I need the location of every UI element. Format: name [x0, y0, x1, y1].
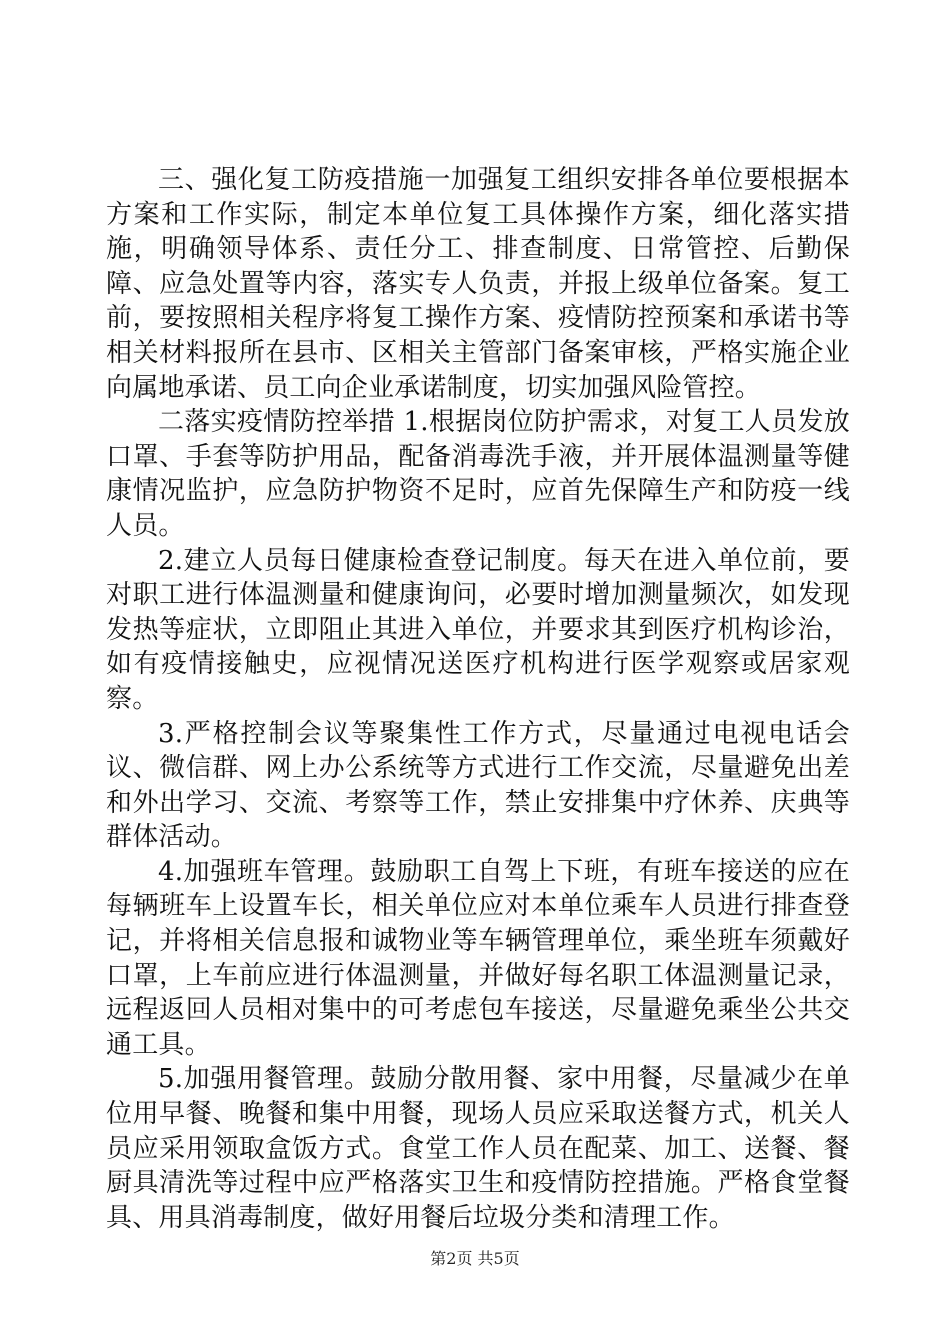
paragraph-epidemic-control: 二落实疫情防控举措 1.根据岗位防护需求，对复工人员发放口罩、手套等防护用品，配备消毒洗手液，并开展体温测量等健康情况监护，应急防护物资不足时，应首先保障生产和防疫一线人员。: [106, 407, 850, 541]
document-body: [106, 163, 850, 1235]
paragraph-health-check: 2.建立人员每日健康检查登记制度。每天在进入单位前，要对职工进行体温测量和健康询问，必要时增加测量频次，如发现发热等症状，立即阻止其进入单位，并要求其到医疗机构诊治，如有疫情接触史，应视情况送医疗机构进行医学观察或居家观察。: [106, 545, 850, 714]
paragraph-meeting-control: 3.严格控制会议等聚集性工作方式，尽量通过电视电话会议、微信群、网上办公系统等方式进行工作交流，尽量避免出差和外出学习、交流、考察等工作，禁止安排集中疗休养、庆典等群体活动。: [106, 718, 850, 853]
paragraph-measures-heading: 三、强化复工防疫措施一加强复工组织安排各单位要根据本方案和工作实际，制定本单位复工具体操作方案，细化落实措施，明确领导体系、责任分工、排查制度、日常管控、后勤保障、应急处置等内容，落实专人负责，并报上级单位备案。复工前，要按照相关程序将复工操作方案、疫情防控预案和承诺书等相关材料报所在县市、区相关主管部门备案审核，严格实施企业向属地承诺、员工向企业承诺制度，切实加强风险管控。: [106, 165, 850, 403]
page-number-footer: 第2页 共5页: [430, 1249, 520, 1268]
paragraph-shuttle-bus: 4.加强班车管理。鼓励职工自驾上下班，有班车接送的应在每辆班车上设置车长，相关单位应对本单位乘车人员进行排查登记，并将相关信息报和诚物业等车辆管理单位，乘坐班车须戴好口罩，上车前应进行体温测量，并做好每名职工体温测量记录，远程返回人员相对集中的可考虑包车接送，尽量避免乘坐公共交通工具。: [106, 856, 850, 1060]
paragraph-dining: 5.加强用餐管理。鼓励分散用餐、家中用餐，尽量减少在单位用早餐、晚餐和集中用餐，现场人员应采取送餐方式，机关人员应采用领取盒饭方式。食堂工作人员在配菜、加工、送餐、餐厨具清洗等过程中应严格落实卫生和疫情防控措施。严格食堂餐具、用具消毒制度，做好用餐后垃圾分类和清理工作。: [106, 1064, 850, 1233]
